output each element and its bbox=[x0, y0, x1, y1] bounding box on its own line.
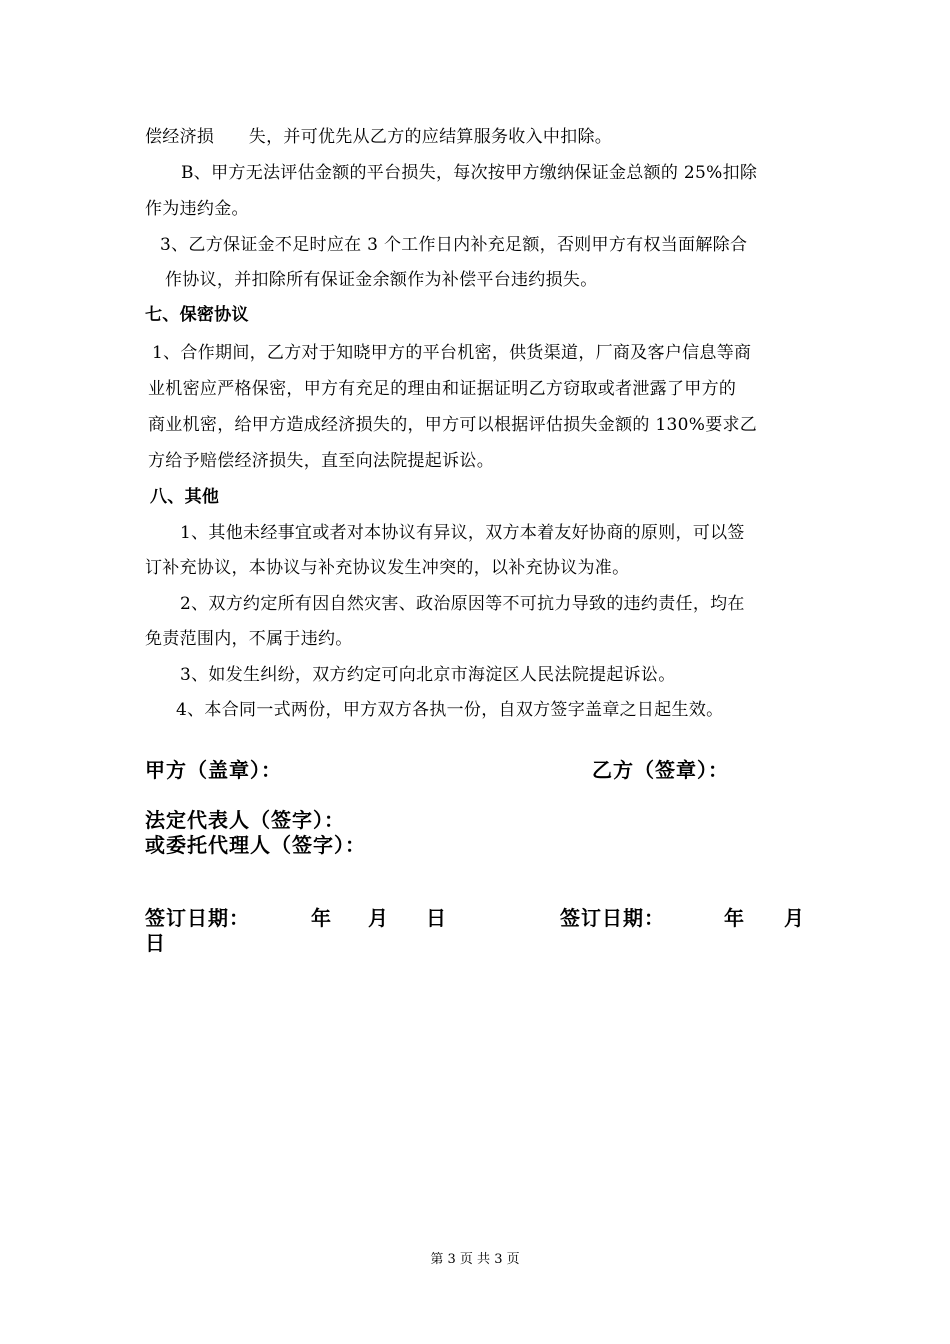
body-line-4: 3、乙方保证金不足时应在 3 个工作日内补充足额，否则甲方有权当面解除合 bbox=[160, 235, 748, 255]
body-line-14: 2、双方约定所有因自然灾害、政治原因等不可抗力导致的违约责任，均在 bbox=[180, 594, 745, 614]
page-number-footer: 第 3 页 共 3 页 bbox=[430, 1252, 520, 1267]
body-line-7: 1、合作期间，乙方对于知晓甲方的平台机密，供货渠道，厂商及客户信息等商 bbox=[152, 343, 752, 363]
party-b-year: 年 bbox=[724, 906, 745, 930]
body-line-12: 1、其他未经事宜或者对本协议有异议，双方本着友好协商的原则，可以签 bbox=[180, 523, 745, 543]
party-b-day: 日 bbox=[145, 931, 166, 955]
body-line-13: 订补充协议，本协议与补充协议发生冲突的，以补充协议为准。 bbox=[145, 558, 630, 578]
party-a-month: 月 bbox=[368, 906, 389, 930]
body-line-3: 作为违约金。 bbox=[145, 199, 249, 219]
legal-representative-label: 法定代表人（签字）： bbox=[145, 808, 345, 832]
body-line-15: 免责范围内，不属于违约。 bbox=[145, 629, 353, 649]
body-line-9: 商业机密，给甲方造成经济损失的，甲方可以根据评估损失金额的 130%要求乙 bbox=[148, 415, 758, 435]
party-a-year: 年 bbox=[311, 906, 332, 930]
body-line-2: B、甲方无法评估金额的平台损失，每次按甲方缴纳保证金总额的 25%扣除 bbox=[181, 163, 758, 183]
body-line-8: 业机密应严格保密，甲方有充足的理由和证据证明乙方窃取或者泄露了甲方的 bbox=[148, 379, 737, 399]
party-b-date-label: 签订日期： bbox=[560, 906, 665, 930]
party-a-day: 日 bbox=[426, 906, 447, 930]
section-heading-8: 八、其他 bbox=[150, 487, 220, 507]
body-line-5: 作协议，并扣除所有保证金余额作为补偿平台违约损失。 bbox=[165, 270, 598, 290]
section-heading-7: 七、保密协议 bbox=[145, 305, 249, 325]
party-b-seal-label: 乙方（签章）： bbox=[592, 758, 729, 782]
body-line-1: 偿经济损 失，并可优先从乙方的应结算服务收入中扣除。 bbox=[145, 127, 613, 147]
body-line-10: 方给予赔偿经济损失，直至向法院提起诉讼。 bbox=[148, 451, 494, 471]
body-line-16: 3、如发生纠纷，双方约定可向北京市海淀区人民法院提起诉讼。 bbox=[180, 665, 676, 685]
party-a-seal-label: 甲方（盖章）： bbox=[145, 758, 282, 782]
authorized-agent-label: 或委托代理人（签字）： bbox=[145, 833, 366, 857]
party-a-date-label: 签订日期： bbox=[145, 906, 250, 930]
party-b-month: 月 bbox=[784, 906, 805, 930]
body-line-17: 4、本合同一式两份，甲方双方各执一份，自双方签字盖章之日起生效。 bbox=[176, 700, 724, 720]
